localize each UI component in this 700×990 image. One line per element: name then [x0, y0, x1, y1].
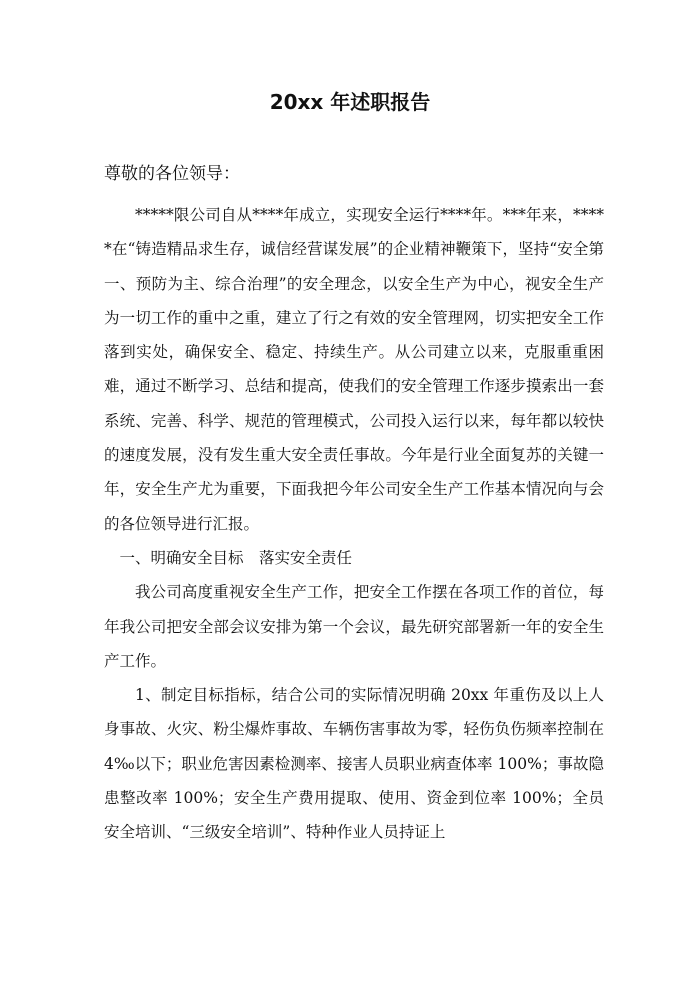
section-paragraph: 我公司高度重视安全生产工作，把安全工作摆在各项工作的首位，每年我公司把安全部会议安排为第一个会议，最先研究部署新一年的安全生产工作。 [104, 583, 604, 670]
intro-paragraph: *****限公司自从****年成立，实现安全运行****年。***年来，*****在“铸造精品求生存，诚信经营谋发展”的企业精神鞭策下，坚持“安全第一、预防为主、综合治理”的安全理念，以安全生产为中心，视安全生产为一切工作的重中之重，建立了行之有效的安全管理网，切实把安全工作落到实处，确保安全、稳定、持续生产。从公司建立以来，克服重重困难，通过不断学习、总结和提高，使我们的安全管理工作逐步摸索出一套系统、完善、科学、规范的管理模式，公司投入运行以来，每年都以较快的速度发展，没有发生重大安全责任事故。今年是行业全面复苏的关键一年，安全生产尤为重要，下面我把今年公司安全生产工作基本情况向与会的各位领导进行汇报。 [104, 206, 604, 533]
section-heading: 一、明确安全目标 落实安全责任 [119, 548, 353, 567]
page-title: 20xx 年述职报告 [269, 90, 431, 114]
section-paragraph: 1、制定目标指标，结合公司的实际情况明确 20xx 年重伤及以上人身事故、火灾、粉尘爆炸事故、车辆伤害事故为零，轻伤负伤频率控制在 4‰以下；职业危害因素检测率、接害人员职业病查体率 100%；事故隐患整改率 100%；安全生产费用提取、使用、资金到位率 100%；全员安全培训、“三级安全培训”、特种作业人员持证上 [104, 686, 604, 842]
document-body [104, 160, 604, 850]
salutation: 尊敬的各位领导： [104, 164, 240, 184]
